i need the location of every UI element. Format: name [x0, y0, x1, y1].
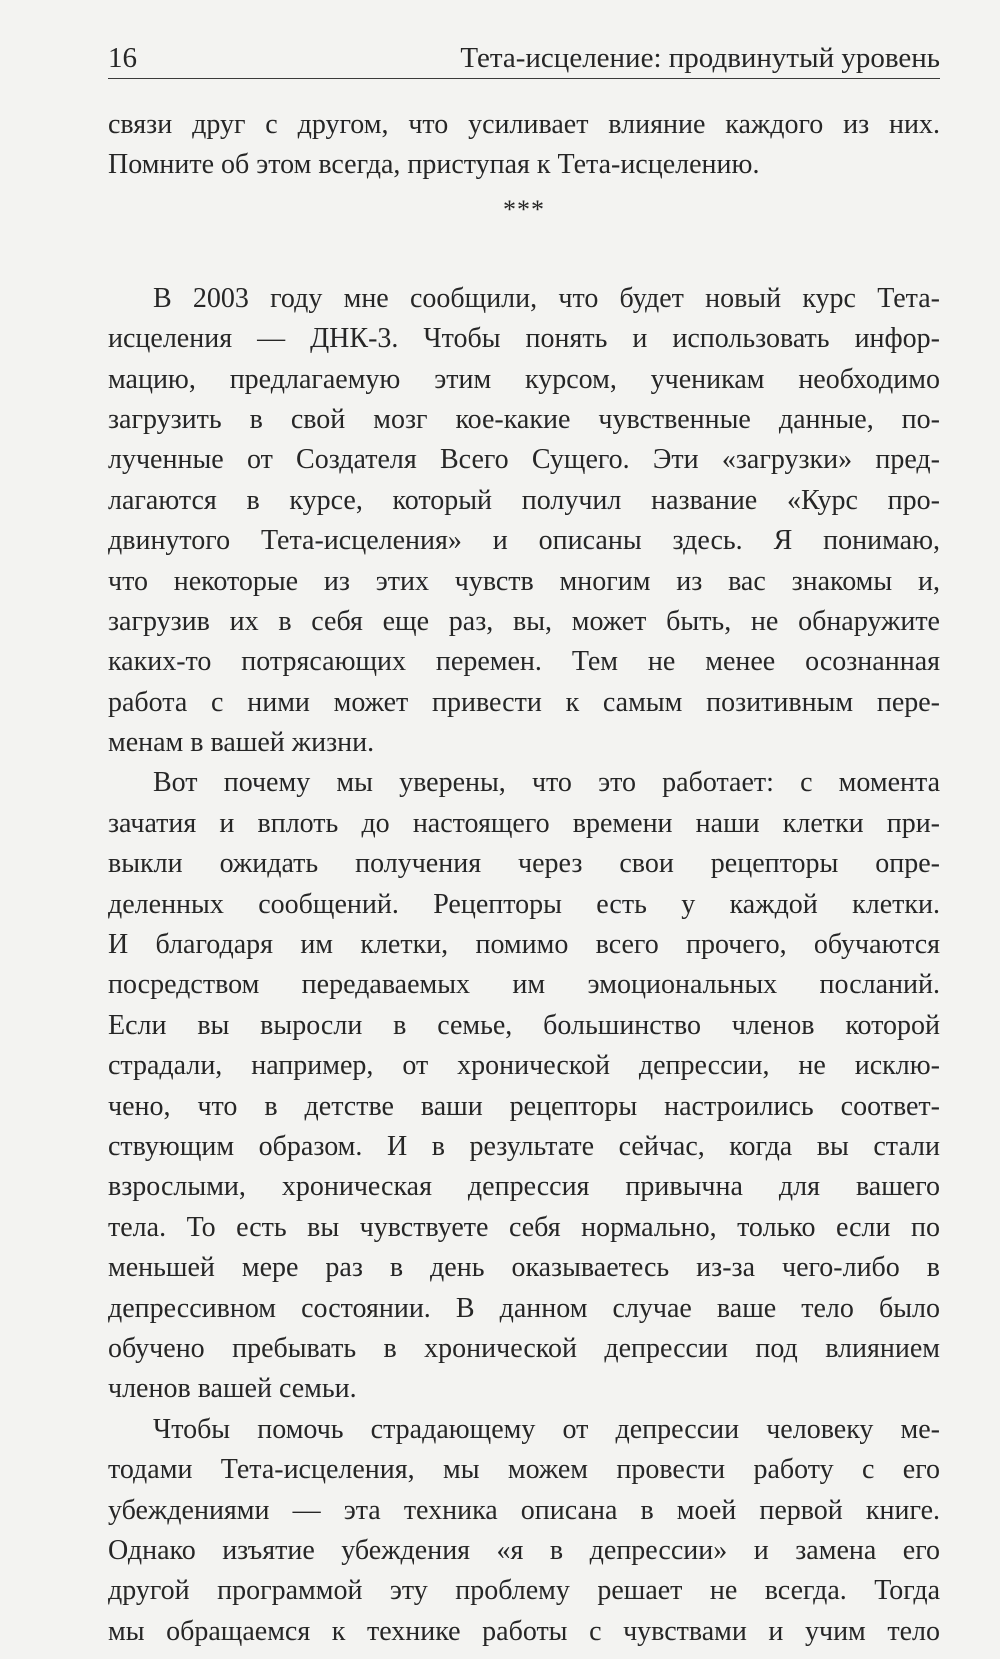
text-line: Вот почему мы уверены, что это работает: с момента — [153, 767, 940, 799]
text-line: зачатия и вплоть до настоящего времени наши клетки при- — [108, 807, 940, 839]
text-line: лагаются в курсе, который получил название «Курс про- — [108, 484, 940, 516]
text-line: тодами Тета-исцеления, мы можем провести работу с его — [108, 1454, 940, 1486]
text-line: загрузить в свой мозг кое-какие чувственные данные, по- — [108, 403, 940, 435]
text-line: чено, что в детстве ваши рецепторы настроились соответ- — [108, 1090, 940, 1122]
paragraph-1 — [108, 279, 940, 764]
text-line: страдали, например, от хронической депрессии, не исклю- — [108, 1050, 940, 1082]
text-line: другой программой эту проблему решает не всегда. Тогда — [108, 1575, 940, 1607]
text-line: мацию, предлагаемую этим курсом, ученикам необходимо — [108, 363, 940, 395]
text-line: работа с ними может привести к самым позитивным пере- — [108, 686, 940, 718]
text-line: депрессивном состоянии. В данном случае ваше тело было — [108, 1292, 940, 1324]
text-line: И благодаря им клетки, помимо всего прочего, обучаются — [108, 929, 940, 961]
text-line: меньшей мере раз в день оказываетесь из-за чего-либо в — [108, 1252, 940, 1284]
text-line: лученные от Создателя Всего Сущего. Эти «загрузки» пред- — [108, 444, 940, 476]
text-line: Чтобы помочь страдающему от депрессии человеку ме- — [153, 1413, 940, 1445]
text-line: загрузив их в себя еще раз, вы, может быть, не обнаружите — [108, 605, 940, 637]
paragraph-3 — [108, 1410, 940, 1652]
text-line: каких-то потрясающих перемен. Тем не менее осознанная — [108, 646, 940, 678]
text-line: что некоторые из этих чувств многим из вас знакомы и, — [108, 565, 940, 597]
text-line: выкли ожидать получения через свои рецепторы опре- — [108, 848, 940, 880]
header-rule — [108, 78, 940, 79]
text-line: тела. То есть вы чувствуете себя нормально, только если по — [108, 1211, 940, 1243]
text-line: убеждениями — эта техника описана в моей первой книге. — [108, 1494, 940, 1526]
text-line: Если вы выросли в семье, большинство членов которой — [108, 1009, 940, 1041]
text-line: мы обращаемся к технике работы с чувствами и учим тело — [108, 1615, 940, 1647]
text-line: Однако изъятие убеждения «я в депрессии» и замена его — [108, 1534, 940, 1566]
text-line: менам в вашей жизни. — [108, 727, 375, 759]
text-line: членов вашей семьи. — [108, 1373, 357, 1405]
body-text — [108, 105, 940, 1652]
text-line: посредством передаваемых им эмоциональных посланий. — [108, 969, 940, 1001]
text-line: обучено пребывать в хронической депрессии под влиянием — [108, 1332, 940, 1364]
text-line: деленных сообщений. Рецепторы есть у каждой клетки. — [108, 888, 940, 920]
section-separator: *** — [503, 194, 545, 224]
text-line: В 2003 году мне сообщили, что будет новый курс Тета- — [153, 282, 940, 314]
text-line: двинутого Тета-исцеления» и описаны здесь. Я понимаю, — [108, 525, 940, 557]
text-line: Помните об этом всегда, приступая к Тета-исцелению. — [108, 149, 760, 181]
running-header — [108, 40, 940, 80]
running-title: Тета-исцеление: продвинутый уровень — [460, 42, 940, 74]
text-line: ствующим образом. И в результате сейчас, когда вы стали — [108, 1130, 940, 1162]
paragraph-2 — [108, 763, 940, 1409]
page-number: 16 — [108, 42, 137, 74]
text-line: связи друг с другом, что усиливает влияние каждого из них. — [108, 109, 940, 140]
text-line: исцеления — ДНК-3. Чтобы понять и использовать инфор- — [108, 323, 940, 355]
text-line: взрослыми, хроническая депрессия привычна для вашего — [108, 1171, 940, 1203]
opening-paragraph — [108, 105, 940, 186]
